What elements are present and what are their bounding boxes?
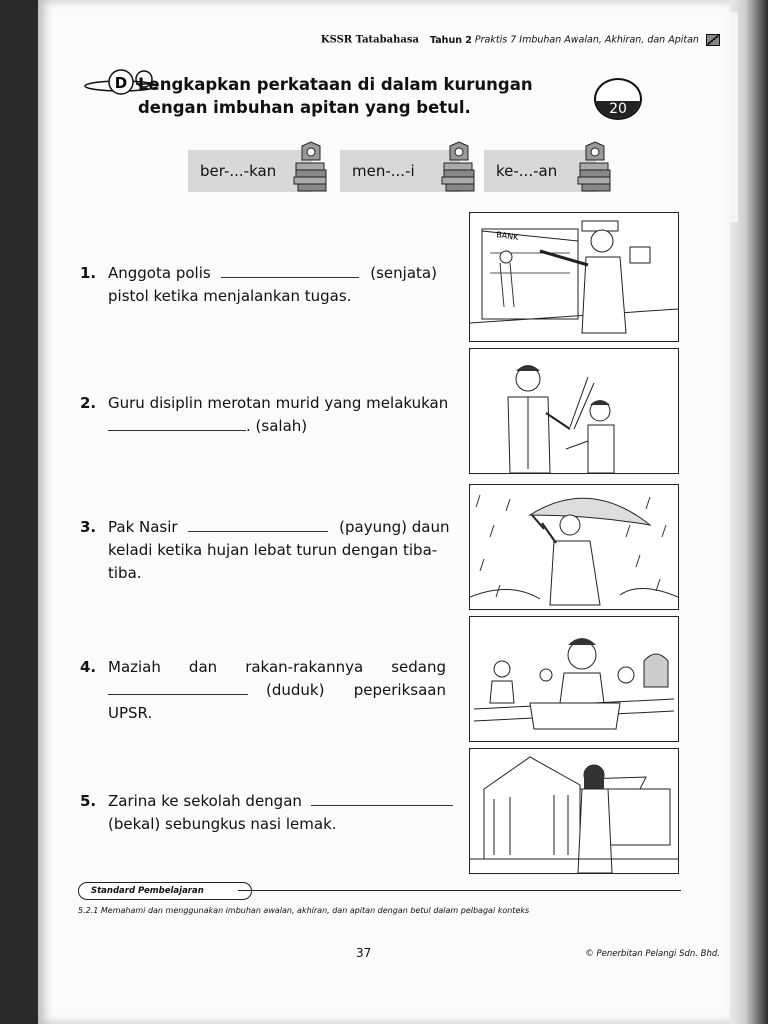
illustration-school-girl — [469, 748, 679, 874]
divider — [238, 890, 681, 891]
question-number: 4. — [80, 658, 97, 676]
question-2 — [80, 392, 490, 438]
question-text: Pak Nasir — [108, 518, 178, 536]
running-header — [321, 34, 720, 46]
question-text: Guru disiplin merotan murid yang melakukan — [108, 394, 449, 412]
teacher-scene — [470, 349, 678, 473]
book-title: KSSR Tatabahasa — [320, 34, 419, 46]
question-text: pistol ketika menjalankan tugas. — [108, 287, 352, 305]
question-4 — [80, 656, 490, 725]
score-badge — [594, 78, 642, 120]
affix-label: ber-...-kan — [200, 162, 277, 180]
school-scene — [470, 749, 678, 873]
books-icon — [292, 140, 330, 198]
question-3 — [80, 516, 490, 585]
rain-scene — [470, 485, 678, 609]
affix-chip-ber-kan — [188, 150, 312, 192]
year-label: Tahun 2 — [430, 34, 472, 46]
illustration-police-bank — [469, 212, 679, 342]
question-text: Maziah dan rakan-rakannya sedang — [108, 658, 446, 676]
answer-blank[interactable] — [188, 519, 328, 532]
police-scene — [470, 213, 678, 341]
section-letter: D — [114, 74, 128, 92]
standard-text: 5.2.1 Memahami dan menggunakan imbuhan awalan, akhiran, dan apitan dengan betul dalam pelbagai konteks — [78, 906, 530, 915]
bank-sign: BANK — [495, 230, 519, 243]
question-5 — [80, 790, 490, 836]
affix-label: men-...-i — [352, 162, 415, 180]
affix-chip-men-i — [340, 150, 460, 192]
question-number: 2. — [80, 394, 97, 412]
illustration-teacher-caning — [469, 348, 679, 474]
copyright: © Penerbitan Pelangi Sdn. Bhd. — [585, 949, 720, 959]
total-marks: 20 — [596, 101, 640, 118]
answer-blank[interactable] — [108, 682, 248, 695]
root-word: (senjata) — [370, 264, 437, 282]
practice-label: Praktis 7 Imbuhan Awalan, Akhiran, dan Apitan — [474, 34, 699, 46]
section-instruction: Lengkapkan perkataan di dalam kurungan dengan imbuhan apitan yang betul. — [138, 75, 533, 117]
question-text: Anggota polis — [108, 264, 211, 282]
page-edge — [730, 0, 768, 1024]
books-icon — [440, 140, 478, 198]
illustration-exam-hall — [469, 616, 679, 742]
affix-chip-ke-an — [484, 150, 596, 192]
illustration-rain-leaf — [469, 484, 679, 610]
flag-icon — [706, 34, 720, 46]
page-number: 37 — [356, 946, 372, 960]
question-text: (bekal) sebungkus nasi lemak. — [108, 815, 337, 833]
root-word: (payung) daun — [339, 518, 450, 536]
question-text: Zarina ke sekolah dengan — [108, 792, 302, 810]
question-number: 1. — [80, 264, 97, 282]
question-text: keladi ketika hujan lebat turun dengan tiba- — [108, 541, 438, 559]
root-word: (duduk) peperiksaan — [266, 681, 446, 699]
question-number: 3. — [80, 518, 97, 536]
exam-scene — [470, 617, 678, 741]
question-number: 5. — [80, 792, 97, 810]
question-text: tiba. — [108, 564, 142, 582]
answer-blank[interactable] — [311, 793, 453, 806]
question-1 — [80, 262, 490, 308]
question-text: UPSR. — [108, 704, 153, 722]
standard-label: Standard Pembelajaran — [78, 882, 252, 900]
affix-label: ke-...-an — [496, 162, 558, 180]
root-word: . (salah) — [246, 417, 308, 435]
books-icon — [576, 140, 614, 198]
answer-blank[interactable] — [221, 265, 359, 278]
answer-blank[interactable] — [108, 418, 246, 431]
